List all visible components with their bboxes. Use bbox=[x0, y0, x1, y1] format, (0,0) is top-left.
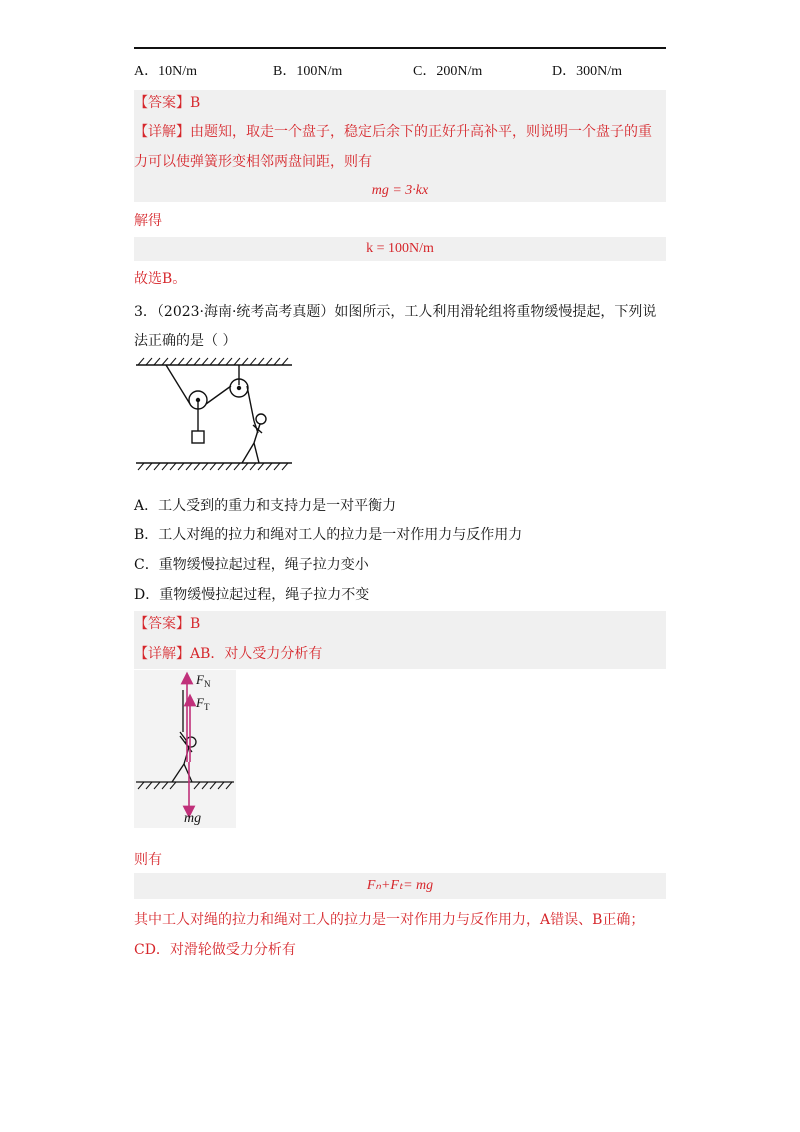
pulley-figure bbox=[134, 355, 294, 473]
answer-value-2: B bbox=[190, 616, 201, 632]
answer-line-2 bbox=[134, 614, 200, 634]
q3-option-b: B．工人对绳的拉力和绳对工人的拉力是一对作用力与反作用力 bbox=[134, 527, 523, 543]
q3-option-c: C．重物缓慢拉起过程，绳子拉力变小 bbox=[134, 557, 369, 573]
detail-line-2: 力可以使弹簧形变相邻两盘间距，则有 bbox=[134, 154, 372, 170]
option-c: C．200N/m bbox=[413, 64, 483, 79]
solve-text: 解得 bbox=[134, 213, 162, 229]
conclusion: 故选B。 bbox=[134, 271, 187, 287]
ft-label: $F_T$ bbox=[196, 695, 210, 712]
option-d: D．300N/m bbox=[552, 64, 622, 79]
option-a: A．10N/m bbox=[134, 64, 197, 79]
q3-option-a: A．工人受到的重力和支持力是一对平衡力 bbox=[134, 498, 397, 514]
top-rule bbox=[134, 47, 666, 49]
option-b: B．100N/m bbox=[273, 64, 343, 79]
answer-line bbox=[134, 93, 200, 113]
mg-label: mg bbox=[184, 811, 202, 826]
force-diagram bbox=[134, 670, 236, 828]
detail-line-1 bbox=[134, 122, 652, 142]
fn-label: $F_N$ bbox=[196, 672, 211, 689]
answer-label: 【答案】 bbox=[134, 95, 190, 111]
question-stem-2: 法正确的是（ ） bbox=[134, 333, 237, 349]
detail-label-2: 【详解】 bbox=[134, 646, 190, 662]
equation-3: Fₙ+Fₜ= mg bbox=[366, 878, 434, 893]
equation-2: k = 100N/m bbox=[366, 241, 434, 256]
equation-1: mg = 3·kx bbox=[371, 183, 429, 198]
detail-text-3: AB．对人受力分析有 bbox=[190, 646, 323, 662]
question-stem-1: 3．（2023·海南·统考高考真题）如图所示，工人利用滑轮组将重物缓慢提起，下列说 bbox=[134, 304, 657, 320]
detail-text-1: 由题知，取走一个盘子，稳定后余下的正好升高补平，则说明一个盘子的重 bbox=[190, 124, 652, 140]
conclusion-line-2: CD．对滑轮做受力分析有 bbox=[134, 942, 296, 958]
q3-option-d: D．重物缓慢拉起过程，绳子拉力不变 bbox=[134, 587, 370, 603]
detail-label: 【详解】 bbox=[134, 124, 190, 140]
detail-line-3 bbox=[134, 644, 322, 664]
conclusion-line-1: 其中工人对绳的拉力和绳对工人的拉力是一对作用力与反作用力，A错误、B正确； bbox=[134, 912, 645, 928]
answer-value: B bbox=[190, 95, 201, 111]
answer-label-2: 【答案】 bbox=[134, 616, 190, 632]
then-text: 则有 bbox=[134, 852, 162, 868]
